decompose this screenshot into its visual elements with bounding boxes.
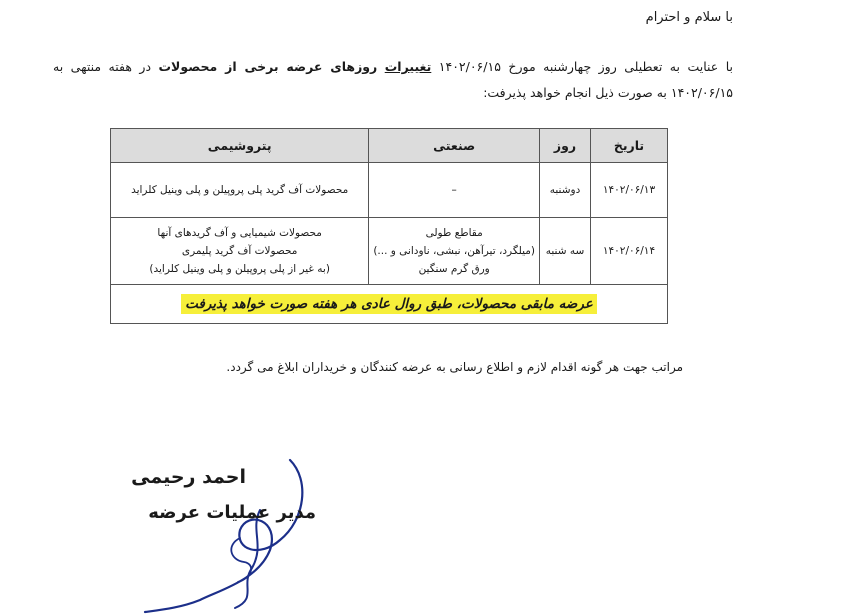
row-date: ۱۴۰۲/۰۶/۱۳ <box>591 163 668 218</box>
petrochemical-line: محصولات شیمیایی و آف گریدهای آنها <box>157 227 322 239</box>
header-date: تاریخ <box>591 129 668 163</box>
industrial-line: (میلگرد، تیرآهن، نبشی، ناودانی و ...) <box>373 245 535 257</box>
table-footer-row <box>111 285 668 324</box>
schedule-table <box>110 128 668 324</box>
row-date: ۱۴۰۲/۰۶/۱۴ <box>591 218 668 285</box>
industrial-line: مقاطع طولی <box>425 227 483 239</box>
intro-text-part1: با عنایت به تعطیلی روز چهارشنبه مورخ ۱۴۰۲/۰۶/۱۵ <box>438 59 733 74</box>
intro-bold-changes: تغییرات <box>384 59 432 74</box>
petrochemical-line: محصولات آف گرید پلیمری <box>181 245 298 257</box>
table-row <box>111 218 668 285</box>
intro-paragraph <box>53 54 733 106</box>
intro-text-part2: در هفته منتهی به ۱۴۰۲/۰۶/۱۵ به صورت ذیل انجام خواهد پذیرفت: <box>53 59 733 100</box>
petrochemical-line: محصولات آف گرید پلی پروپیلن و پلی وینیل کلراید <box>131 184 349 196</box>
petrochemical-line: (به غیر از پلی پروپیلن و پلی وینیل کلراید) <box>149 263 330 275</box>
closing-paragraph: مراتب جهت هر گونه اقدام لازم و اطلاع رسانی به عرضه کنندگان و خریداران ابلاغ می گردد. <box>226 360 683 374</box>
row-industrial <box>369 163 540 218</box>
header-day: روز <box>540 129 591 163</box>
intro-bold-products: روزهای عرضه برخی از محصولات <box>158 59 378 74</box>
signatory-name: احمد رحیمی <box>131 466 246 488</box>
greeting: با سلام و احترام <box>645 10 733 25</box>
row-petrochemical <box>111 163 369 218</box>
signatory-title: مدیر عملیات عرضه <box>148 502 316 523</box>
table-row <box>111 163 668 218</box>
row-industrial <box>369 218 540 285</box>
industrial-line: ورق گرم سنگین <box>418 263 490 275</box>
table-header-row <box>111 129 668 163</box>
header-industrial: صنعتی <box>369 129 540 163</box>
row-day: دوشنبه <box>540 163 591 218</box>
row-day: سه شنبه <box>540 218 591 285</box>
highlighted-note: عرضه مابقی محصولات، طبق روال عادی هر هفته صورت خواهد پذیرفت <box>181 294 597 314</box>
industrial-line: – <box>451 184 457 196</box>
row-petrochemical <box>111 218 369 285</box>
header-petrochemical: پتروشیمی <box>111 129 369 163</box>
footer-cell <box>111 285 668 324</box>
